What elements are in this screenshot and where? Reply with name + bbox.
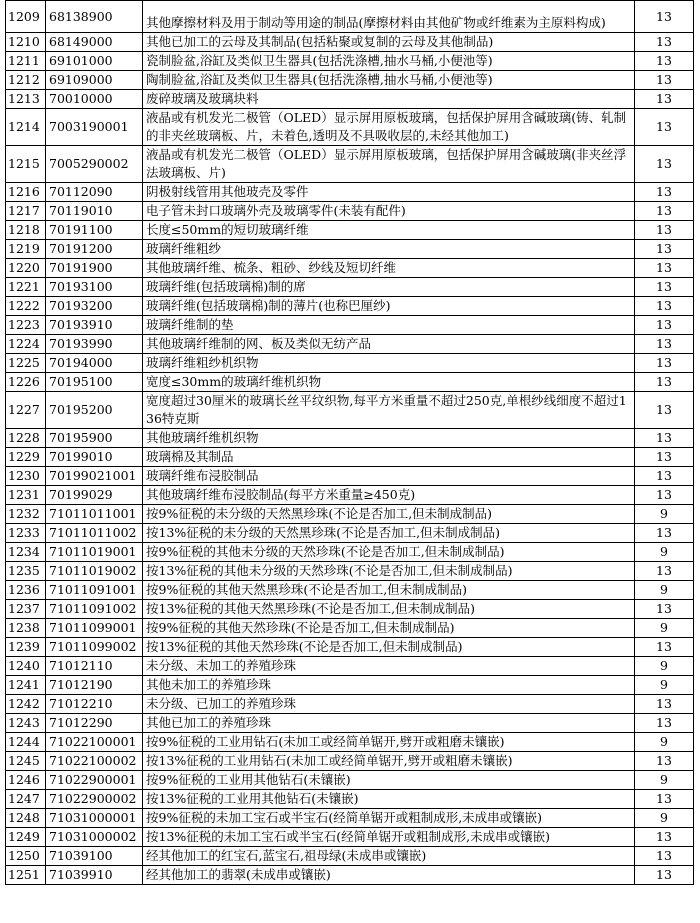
commodity-description: 宽度≤30mm的玻璃纤维机织物 — [143, 373, 635, 392]
commodity-description: 玻璃棉及其制品 — [143, 448, 635, 467]
commodity-description: 按13%征税的其他天然珍珠(不论是否加工,但未制成制品) — [143, 638, 635, 657]
table-row — [6, 733, 694, 752]
table-row — [6, 297, 694, 316]
commodity-description: 液晶或有机发光二极管（OLED）显示屏用原板玻璃，包括保护屏用含碱玻璃(非夹丝浮法玻璃板、片) — [143, 146, 635, 183]
tax-rate: 13 — [635, 790, 694, 809]
table-row — [6, 638, 694, 657]
tax-rate: 13 — [635, 467, 694, 486]
tax-rate: 13 — [635, 90, 694, 109]
commodity-description: 未分级、已加工的养殖珍珠 — [143, 695, 635, 714]
commodity-code: 70199010 — [46, 448, 143, 467]
commodity-code: 71031000001 — [46, 809, 143, 828]
tax-rate: 9 — [635, 733, 694, 752]
commodity-code: 71022900002 — [46, 790, 143, 809]
commodity-description: 玻璃纤维制的垫 — [143, 316, 635, 335]
row-number: 1238 — [6, 619, 46, 638]
tax-rate: 13 — [635, 486, 694, 505]
tax-rate: 13 — [635, 259, 694, 278]
tax-rate: 13 — [635, 33, 694, 52]
tax-rate: 13 — [635, 109, 694, 146]
row-number: 1212 — [6, 71, 46, 90]
row-number: 1226 — [6, 373, 46, 392]
commodity-description: 按13%征税的未加工宝石或半宝石(经简单锯开或粗制成形,未成串或镶嵌) — [143, 828, 635, 847]
commodity-description: 其他未加工的养殖珍珠 — [143, 676, 635, 695]
tax-rate: 13 — [635, 297, 694, 316]
tax-rate: 9 — [635, 543, 694, 562]
commodity-description: 按9%征税的未分级的天然黑珍珠(不论是否加工,但未制成制品) — [143, 505, 635, 524]
tax-rate: 9 — [635, 581, 694, 600]
table-row — [6, 600, 694, 619]
tax-rate: 13 — [635, 316, 694, 335]
commodity-code: 70119010 — [46, 202, 143, 221]
commodity-code: 70193200 — [46, 297, 143, 316]
commodity-code: 71011091002 — [46, 600, 143, 619]
commodity-code: 71012290 — [46, 714, 143, 733]
commodity-code: 71011011002 — [46, 524, 143, 543]
commodity-description: 按13%征税的工业用其他钻石(未镶嵌) — [143, 790, 635, 809]
row-number: 1235 — [6, 562, 46, 581]
row-number: 1234 — [6, 543, 46, 562]
row-number: 1228 — [6, 429, 46, 448]
table-row — [6, 90, 694, 109]
commodity-description — [143, 1, 635, 33]
tax-rate: 13 — [635, 448, 694, 467]
table-row — [6, 183, 694, 202]
commodity-description: 未分级、未加工的养殖珍珠 — [143, 657, 635, 676]
table-row — [6, 866, 694, 885]
row-number: 1251 — [6, 866, 46, 885]
commodity-code: 71022900001 — [46, 771, 143, 790]
table-row — [6, 71, 694, 90]
commodity-description: 按13%征税的其他天然黑珍珠(不论是否加工,但未制成制品) — [143, 600, 635, 619]
commodity-code: 69109000 — [46, 71, 143, 90]
tax-rate: 13 — [635, 638, 694, 657]
tax-rate: 9 — [635, 771, 694, 790]
row-number: 1236 — [6, 581, 46, 600]
commodity-description: 按9%征税的未加工宝石或半宝石(经简单锯开或粗制成形,未成串或镶嵌) — [143, 809, 635, 828]
table-row — [6, 505, 694, 524]
table-row — [6, 828, 694, 847]
table-row — [6, 771, 694, 790]
commodity-code: 71022100001 — [46, 733, 143, 752]
table-row — [6, 429, 694, 448]
tax-rate: 13 — [635, 392, 694, 429]
row-number: 1221 — [6, 278, 46, 297]
table-row — [6, 202, 694, 221]
commodity-code: 68138900 — [46, 1, 143, 33]
tax-rate: 13 — [635, 695, 694, 714]
row-number: 1223 — [6, 316, 46, 335]
tariff-rate-table — [5, 0, 694, 885]
row-number: 1216 — [6, 183, 46, 202]
commodity-code: 70199021001 — [46, 467, 143, 486]
tax-rate: 13 — [635, 828, 694, 847]
row-number: 1224 — [6, 335, 46, 354]
table-row — [6, 543, 694, 562]
commodity-code: 71022100002 — [46, 752, 143, 771]
table-row — [6, 676, 694, 695]
commodity-code: 70191900 — [46, 259, 143, 278]
commodity-description: 废碎玻璃及玻璃块料 — [143, 90, 635, 109]
commodity-description: 陶制脸盆,浴缸及类似卫生器具(包括洗涤槽,抽水马桶,小便池等) — [143, 71, 635, 90]
table-row — [6, 354, 694, 373]
commodity-description: 宽度超过30厘米的玻璃长丝平纹织物,每平方米重量不超过250克,单根纱线细度不超过136特克斯 — [143, 392, 635, 429]
commodity-description: 其他玻璃纤维、梳条、粗砂、纱线及短切纤维 — [143, 259, 635, 278]
commodity-code: 71011019002 — [46, 562, 143, 581]
table-row — [6, 752, 694, 771]
tax-rate: 13 — [635, 221, 694, 240]
tax-rate: 13 — [635, 335, 694, 354]
row-number: 1233 — [6, 524, 46, 543]
commodity-code: 71012110 — [46, 657, 143, 676]
row-number: 1217 — [6, 202, 46, 221]
table-row — [6, 1, 694, 33]
commodity-code: 70010000 — [46, 90, 143, 109]
row-number: 1220 — [6, 259, 46, 278]
row-number: 1249 — [6, 828, 46, 847]
commodity-description: 阴极射线管用其他玻壳及零件 — [143, 183, 635, 202]
tax-rate: 13 — [635, 373, 694, 392]
commodity-description: 玻璃纤维粗纱机织物 — [143, 354, 635, 373]
table-body — [6, 1, 694, 885]
row-number: 1213 — [6, 90, 46, 109]
commodity-code: 7005290002 — [46, 146, 143, 183]
table-row — [6, 562, 694, 581]
tax-rate: 9 — [635, 657, 694, 676]
commodity-description: 按9%征税的工业用其他钻石(未镶嵌) — [143, 771, 635, 790]
commodity-description: 按9%征税的其他天然黑珍珠(不论是否加工,但未制成制品) — [143, 581, 635, 600]
row-number: 1248 — [6, 809, 46, 828]
commodity-code: 70191100 — [46, 221, 143, 240]
table-row — [6, 524, 694, 543]
table-row — [6, 259, 694, 278]
table-row — [6, 335, 694, 354]
commodity-code: 68149000 — [46, 33, 143, 52]
tax-rate: 9 — [635, 809, 694, 828]
row-number: 1222 — [6, 297, 46, 316]
row-number: 1210 — [6, 33, 46, 52]
row-number: 1229 — [6, 448, 46, 467]
commodity-description: 长度≤50mm的短切玻璃纤维 — [143, 221, 635, 240]
commodity-description: 其他已加工的云母及其制品(包括粘聚或复制的云母及其他制品) — [143, 33, 635, 52]
commodity-code: 71011091001 — [46, 581, 143, 600]
table-row — [6, 316, 694, 335]
row-number: 1225 — [6, 354, 46, 373]
table-row — [6, 809, 694, 828]
commodity-code: 70193910 — [46, 316, 143, 335]
commodity-description: 液晶或有机发光二极管（OLED）显示屏用原板玻璃，包括保护屏用含碱玻璃(铸、轧制的非夹丝玻璃板、片，未着色,透明及不具吸收层的,未经其他加工) — [143, 109, 635, 146]
row-number: 1231 — [6, 486, 46, 505]
tax-rate: 13 — [635, 202, 694, 221]
tax-rate: 13 — [635, 1, 694, 33]
commodity-code: 70199029 — [46, 486, 143, 505]
commodity-description: 玻璃纤维(包括玻璃棉)制的席 — [143, 278, 635, 297]
commodity-code: 71031000002 — [46, 828, 143, 847]
row-number: 1214 — [6, 109, 46, 146]
tax-rate: 13 — [635, 524, 694, 543]
table-row — [6, 847, 694, 866]
row-number: 1250 — [6, 847, 46, 866]
commodity-code: 70195200 — [46, 392, 143, 429]
commodity-description: 按9%征税的其他天然珍珠(不论是否加工,但未制成制品) — [143, 619, 635, 638]
row-number: 1237 — [6, 600, 46, 619]
table-row — [6, 486, 694, 505]
commodity-description: 玻璃纤维布浸胶制品 — [143, 467, 635, 486]
tax-rate: 13 — [635, 562, 694, 581]
commodity-code: 71039910 — [46, 866, 143, 885]
table-row — [6, 373, 694, 392]
commodity-code: 70193100 — [46, 278, 143, 297]
commodity-code: 70193990 — [46, 335, 143, 354]
commodity-code: 71011099002 — [46, 638, 143, 657]
commodity-code: 70194000 — [46, 354, 143, 373]
commodity-description: 其他已加工的养殖珍珠 — [143, 714, 635, 733]
commodity-code: 70195100 — [46, 373, 143, 392]
row-number: 1241 — [6, 676, 46, 695]
commodity-description-text: 其他摩擦材料及用于制动等用途的制品(摩擦材料由其他矿物或纤维素为主原料构成) — [146, 15, 606, 30]
table-row — [6, 657, 694, 676]
commodity-description: 电子管未封口玻璃外壳及玻璃零件(未装有配件) — [143, 202, 635, 221]
tax-rate: 13 — [635, 52, 694, 71]
commodity-code: 71012210 — [46, 695, 143, 714]
tax-rate: 13 — [635, 847, 694, 866]
row-number: 1218 — [6, 221, 46, 240]
table-row — [6, 109, 694, 146]
tax-rate: 13 — [635, 752, 694, 771]
tax-rate: 13 — [635, 600, 694, 619]
row-number: 1211 — [6, 52, 46, 71]
tax-rate: 13 — [635, 71, 694, 90]
commodity-description: 按13%征税的未分级的天然黑珍珠(不论是否加工,但未制成制品) — [143, 524, 635, 543]
row-number: 1227 — [6, 392, 46, 429]
commodity-code: 7003190001 — [46, 109, 143, 146]
table-row — [6, 240, 694, 259]
table-row — [6, 790, 694, 809]
tax-rate: 9 — [635, 505, 694, 524]
tax-rate: 13 — [635, 146, 694, 183]
tax-rate: 13 — [635, 278, 694, 297]
row-number: 1209 — [6, 1, 46, 33]
commodity-description: 玻璃纤维粗纱 — [143, 240, 635, 259]
commodity-description: 瓷制脸盆,浴缸及类似卫生器具(包括洗涤槽,抽水马桶,小便池等) — [143, 52, 635, 71]
table-row — [6, 581, 694, 600]
commodity-code: 70195900 — [46, 429, 143, 448]
table-row — [6, 278, 694, 297]
commodity-description: 玻璃纤维(包括玻璃棉)制的薄片(也称巴厘纱) — [143, 297, 635, 316]
table-row — [6, 448, 694, 467]
commodity-code: 69101000 — [46, 52, 143, 71]
row-number: 1232 — [6, 505, 46, 524]
commodity-code: 71011019001 — [46, 543, 143, 562]
table-row — [6, 146, 694, 183]
row-number: 1243 — [6, 714, 46, 733]
row-number: 1219 — [6, 240, 46, 259]
commodity-code: 71011099001 — [46, 619, 143, 638]
commodity-description: 按9%征税的其他未分级的天然珍珠(不论是否加工,但未制成制品) — [143, 543, 635, 562]
tariff-rate-page — [5, 0, 693, 885]
commodity-code: 71011011001 — [46, 505, 143, 524]
table-row — [6, 619, 694, 638]
commodity-code: 71012190 — [46, 676, 143, 695]
commodity-description: 其他玻璃纤维制的网、板及类似无纺产品 — [143, 335, 635, 354]
row-number: 1245 — [6, 752, 46, 771]
row-number: 1239 — [6, 638, 46, 657]
commodity-description: 其他玻璃纤维机织物 — [143, 429, 635, 448]
commodity-code: 70191200 — [46, 240, 143, 259]
table-row — [6, 392, 694, 429]
tax-rate: 13 — [635, 429, 694, 448]
tax-rate: 13 — [635, 714, 694, 733]
tax-rate: 13 — [635, 183, 694, 202]
table-row — [6, 52, 694, 71]
row-number: 1242 — [6, 695, 46, 714]
commodity-description: 经其他加工的红宝石,蓝宝石,祖母绿(未成串或镶嵌) — [143, 847, 635, 866]
tax-rate: 13 — [635, 354, 694, 373]
table-row — [6, 221, 694, 240]
tax-rate: 13 — [635, 240, 694, 259]
table-row — [6, 714, 694, 733]
commodity-description: 按13%征税的工业用钻石(未加工或经简单锯开,劈开或粗磨未镶嵌) — [143, 752, 635, 771]
tax-rate: 9 — [635, 619, 694, 638]
row-number: 1230 — [6, 467, 46, 486]
row-number: 1215 — [6, 146, 46, 183]
commodity-code: 71039100 — [46, 847, 143, 866]
row-number: 1244 — [6, 733, 46, 752]
row-number: 1247 — [6, 790, 46, 809]
commodity-code: 70112090 — [46, 183, 143, 202]
tax-rate: 9 — [635, 676, 694, 695]
table-row — [6, 695, 694, 714]
table-row — [6, 467, 694, 486]
table-row — [6, 33, 694, 52]
commodity-description: 按13%征税的其他未分级的天然珍珠(不论是否加工,但未制成制品) — [143, 562, 635, 581]
commodity-description: 其他玻璃纤维布浸胶制品(每平方米重量≥450克) — [143, 486, 635, 505]
commodity-description: 按9%征税的工业用钻石(未加工或经简单锯开,劈开或粗磨未镶嵌) — [143, 733, 635, 752]
tax-rate: 13 — [635, 866, 694, 885]
commodity-description: 经其他加工的翡翠(未成串或镶嵌) — [143, 866, 635, 885]
row-number: 1240 — [6, 657, 46, 676]
row-number: 1246 — [6, 771, 46, 790]
